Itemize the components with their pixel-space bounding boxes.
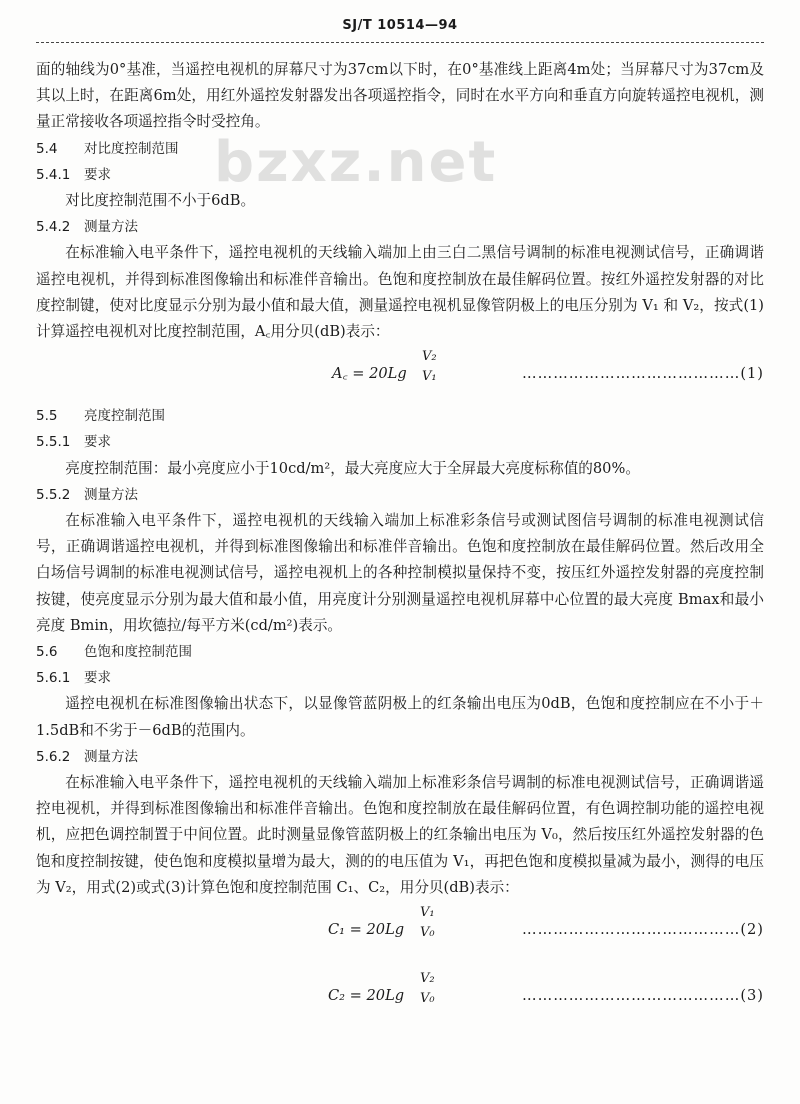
formula-lhs: C₂ = 20Lg — [328, 987, 405, 1005]
formula-1 — [36, 345, 764, 403]
section-title: 亮度控制范围 — [84, 408, 165, 425]
formula-number: ……………………………………(2) — [522, 921, 764, 939]
section-number: 5.6 — [36, 644, 58, 661]
section-number: 5.6.2 — [36, 748, 71, 765]
section-number: 5.4.1 — [36, 166, 71, 183]
section-5-5-1-heading — [36, 429, 764, 455]
formula-denominator: V₁ — [422, 369, 437, 385]
section-number: 5.4.2 — [36, 219, 71, 236]
section-title: 测量方法 — [84, 748, 138, 765]
section-number: 5.5.2 — [36, 486, 71, 503]
section-5-4-heading — [36, 136, 764, 162]
formula-2 — [36, 901, 764, 959]
formula-fraction — [422, 347, 437, 387]
section-title: 要求 — [84, 166, 111, 183]
section-title: 要求 — [84, 434, 111, 451]
section-title: 测量方法 — [84, 486, 138, 503]
watermark: bzxz.net — [214, 130, 498, 195]
formula-numerator: V₂ — [422, 349, 437, 365]
paragraph-continued: 面的轴线为0°基准，当遥控电视机的屏幕尺寸为37cm以下时，在0°基准线上距离4m处；当屏幕尺寸为37cm及其以上时，在距离6m处，用红外遥控发射器发出各项遥控指令，同时在水平方向和垂直方向旋转遥控电视机，测量正常接收各项遥控指令时受控角。 — [36, 61, 764, 131]
section-title: 色饱和度控制范围 — [84, 644, 192, 661]
formula-fraction — [420, 969, 435, 1009]
paragraph-5-6-1: 遥控电视机在标准图像输出状态下，以显像管蓝阴极上的红条输出电压为0dB，色饱和度控制应在不小于＋1.5dB和不劣于－6dB的范围内。 — [36, 695, 764, 739]
section-number: 5.4 — [36, 140, 58, 157]
section-5-5-2-heading — [36, 482, 764, 508]
section-title: 要求 — [84, 670, 111, 687]
section-5-5-heading — [36, 403, 764, 429]
formula-lhs: C₁ = 20Lg — [328, 921, 405, 939]
section-5-6-heading — [36, 639, 764, 665]
document-body — [36, 57, 764, 1025]
formula-denominator: V₀ — [420, 925, 435, 941]
formula-numerator: V₁ — [420, 905, 435, 921]
formula-number: ……………………………………(1) — [522, 365, 764, 383]
standard-code-header: SJ/T 10514—94 — [342, 18, 458, 33]
section-number: 5.6.1 — [36, 670, 71, 687]
paragraph-5-6-2: 在标准输入电平条件下，遥控电视机的天线输入端加上标准彩条信号调制的标准电视测试信号，正确调谐遥控电视机，并得到标准图像输出和标准伴音输出。色饱和度控制放在最佳解码位置，有色调控制功能的遥控电视机，应把色调控制置于中间位置。此时测量显像管蓝阴极上的红条输出电压为 V₀，然后按压红外遥控发射器的色饱和度控制按键，使色饱和度模拟量增为最大，测的的电压值为 V₁，再把色饱和度模拟量减为最小，测得的电压为 V₂，用式(2)或式(3)计算色饱和度控制范围 C₁、C₂，用分贝(dB)表示： — [36, 774, 764, 896]
section-number: 5.5 — [36, 408, 58, 425]
formula-numerator: V₂ — [420, 971, 435, 987]
section-5-6-2-heading — [36, 744, 764, 770]
paragraph-5-4-1: 对比度控制范围不小于6dB。 — [65, 192, 256, 210]
formula-denominator: V₀ — [420, 991, 435, 1007]
formula-3 — [36, 967, 764, 1025]
header-divider — [36, 42, 764, 43]
formula-number: ……………………………………(3) — [522, 987, 764, 1005]
section-5-4-1-heading — [36, 162, 764, 188]
paragraph-5-4-2: 在标准输入电平条件下，遥控电视机的天线输入端加上由三白二黑信号调制的标准电视测试信号，正确调谐遥控电视机，并得到标准图像输出和标准伴音输出。色饱和度控制放在最佳解码位置。按红外遥控发射器的对比度控制键，使对比度显示分别为最小值和最大值，测量遥控电视机显像管阴极上的电压分别为 V₁ 和 V₂，按式(1)计算遥控电视机对比度控制范围，A꜀用分贝(dB)表示： — [36, 244, 764, 341]
paragraph-5-5-1: 亮度控制范围：最小亮度应小于10cd/m²，最大亮度应大于全屏最大亮度标称值的80%。 — [65, 459, 640, 477]
section-title: 测量方法 — [84, 219, 138, 236]
formula-lhs: A꜀ = 20Lg — [332, 365, 407, 383]
section-number: 5.5.1 — [36, 434, 71, 451]
section-5-6-1-heading — [36, 665, 764, 691]
paragraph-5-5-2: 在标准输入电平条件下，遥控电视机的天线输入端加上标准彩条信号或测试图信号调制的标准电视测试信号，正确调谐遥控电视机，并得到标准图像输出和标准伴音输出。色饱和度控制放在最佳解码位置。然后改用全白场信号调制的标准电视测试信号，遥控电视机上的各种控制模拟量保持不变，按压红外遥控发射器的亮度控制按键，使亮度显示分别为最大值和最小值，用亮度计分别测量遥控电视机屏幕中心位置的最大亮度 Bmax和最小亮度 Bmin，用坎德拉/每平方米(cd/m²)表示。 — [36, 512, 764, 634]
formula-fraction — [420, 903, 435, 943]
section-5-4-2-heading — [36, 214, 764, 240]
section-title: 对比度控制范围 — [84, 140, 179, 157]
